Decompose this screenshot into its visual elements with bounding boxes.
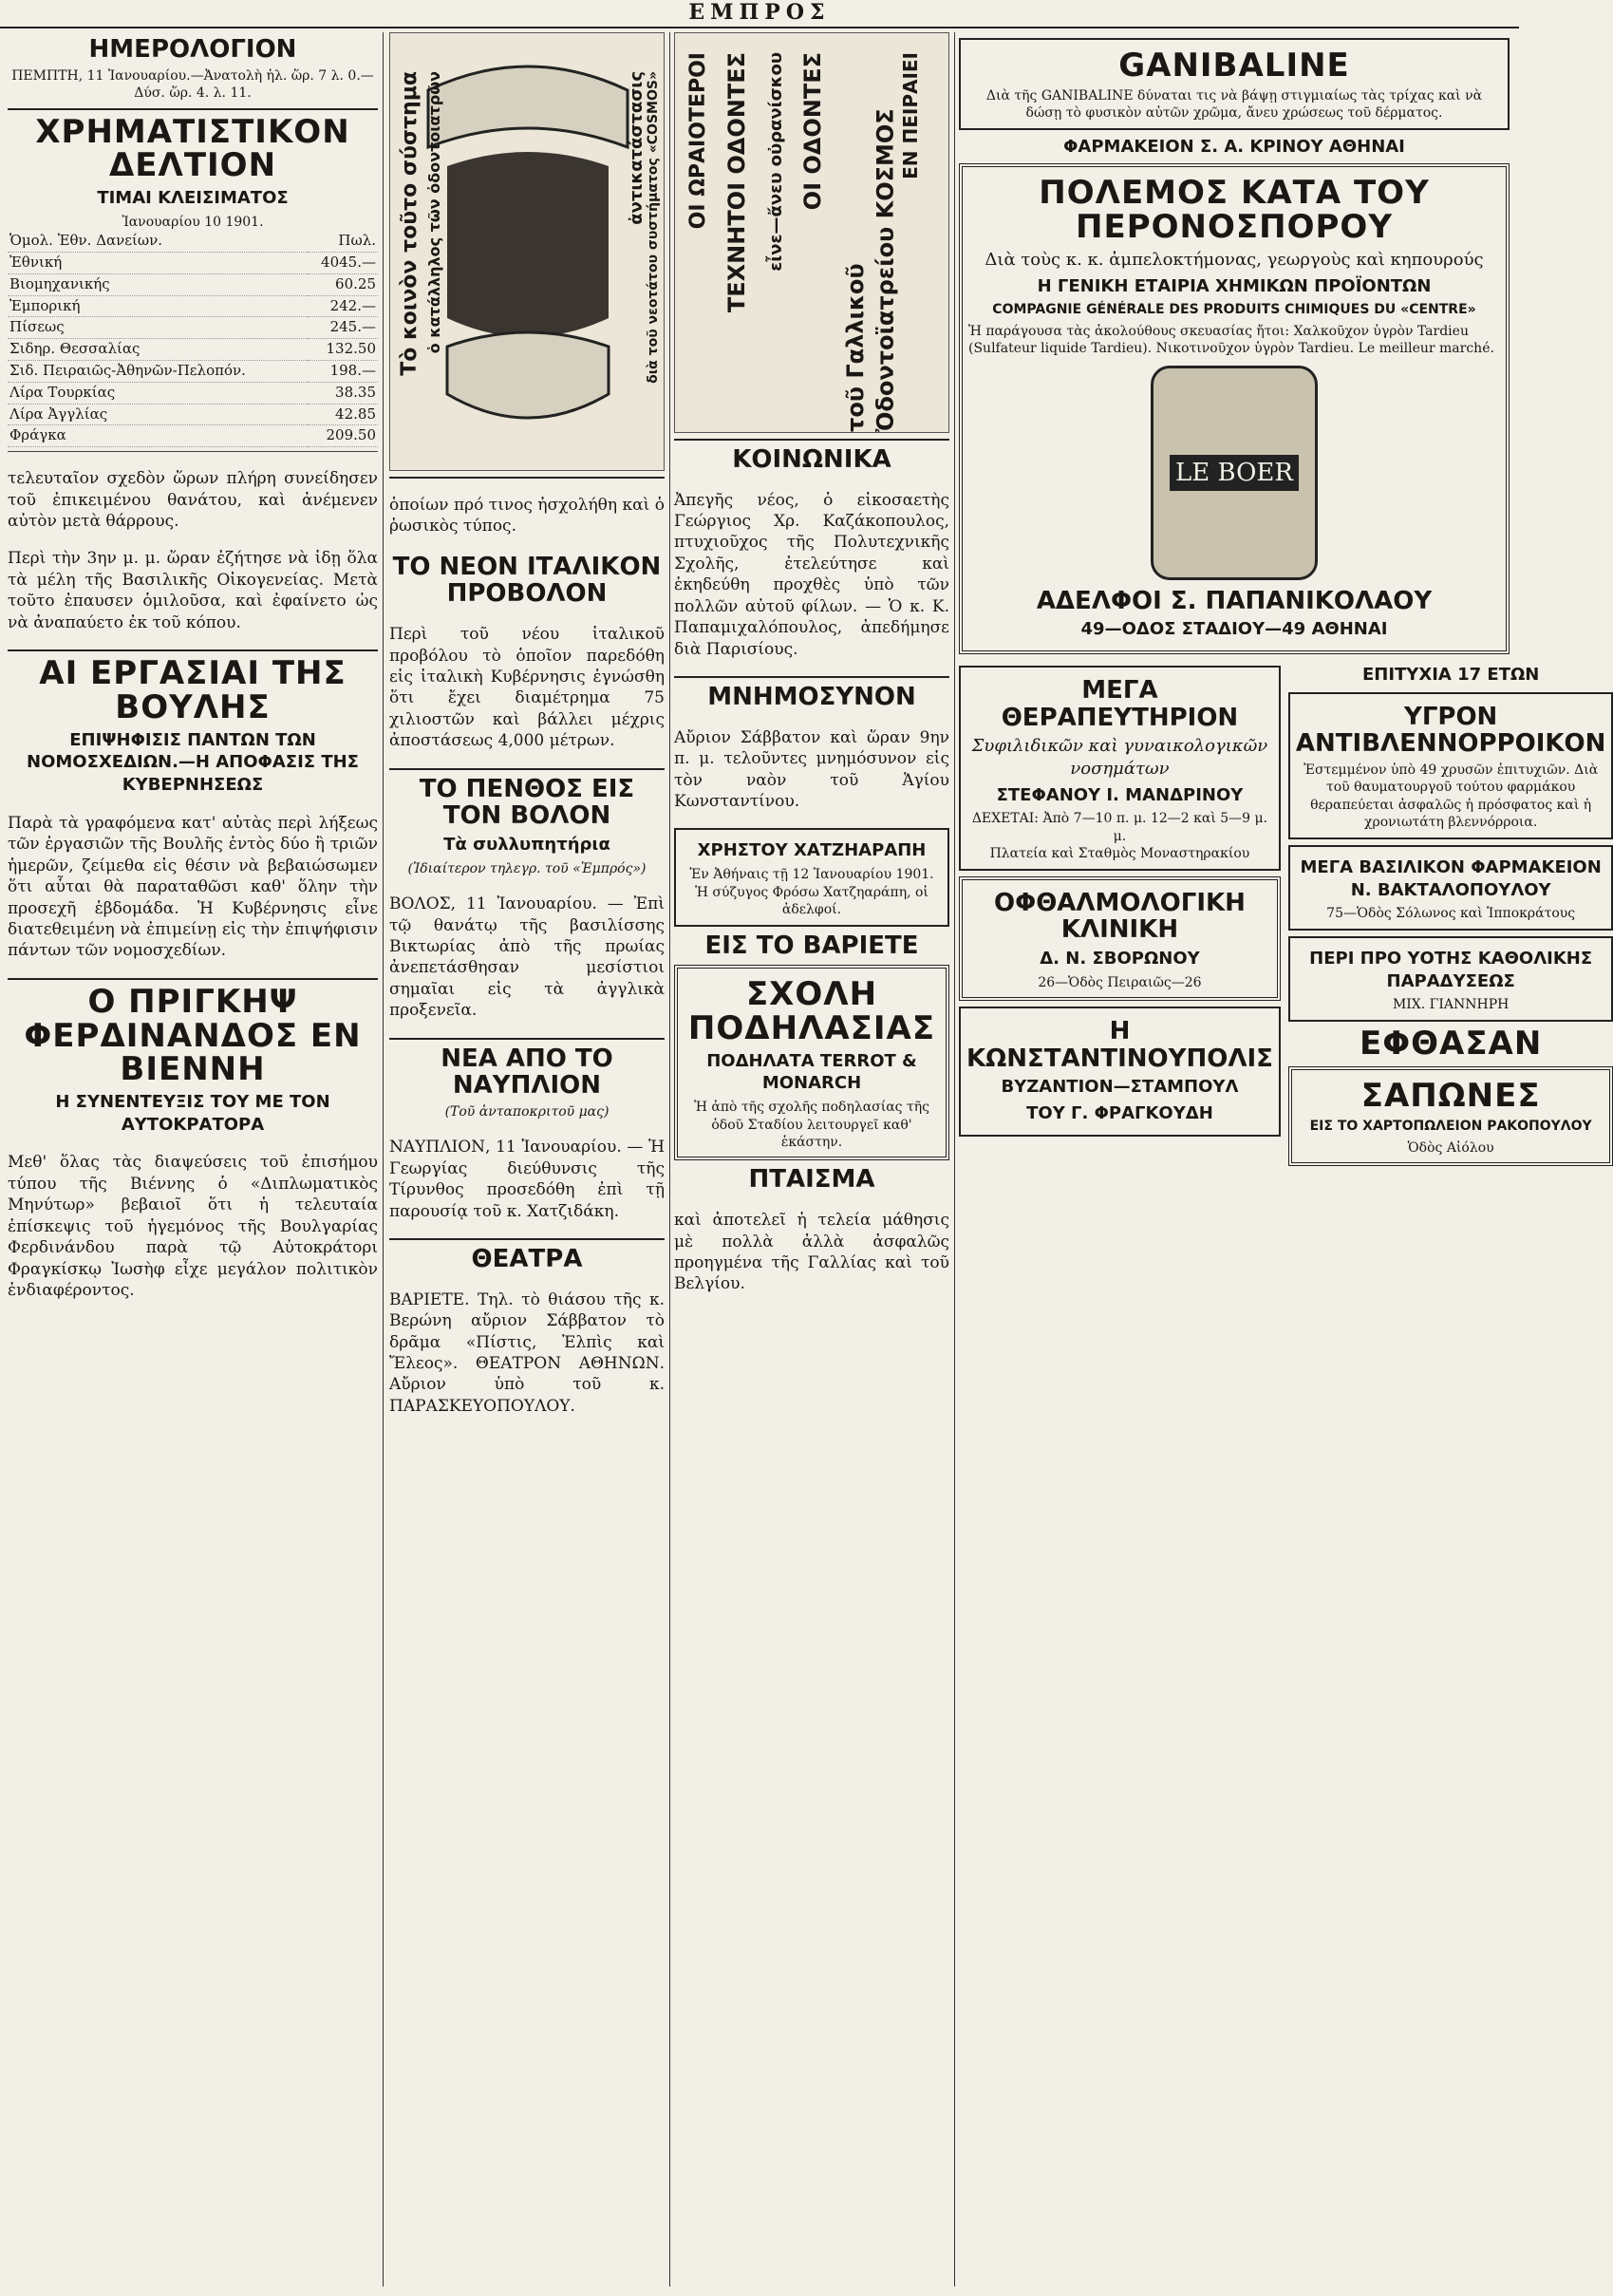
- war-title: ΠΟΛΕΜΟΣ ΚΑΤΑ ΤΟΥ ΠΕΡΟΝΟΣΠΟΡΟΥ: [1039, 174, 1430, 247]
- ptaisma-text: καὶ ἀποτελεῖ ἡ τελεία μάθησις μὲ πολλὰ ἀλλὰ ἀσφαλῶς προηγμένα τῆς Γαλλίας καὶ τοῦ Βελγίου.: [674, 1211, 949, 1294]
- calendar-text: ΠΕΜΠΤΗ, 11 Ἰανουαρίου.—Ἀνατολὴ ἡλ. ὥρ. 7 λ. 0.—Δύσ. ὥρ. 4. λ. 11.: [11, 67, 374, 102]
- table-cell: Ἐμπορική: [8, 295, 308, 317]
- const-title: Η ΚΩΝΣΤΑΝΤΙΝΟΥΠΟΛΙΣ: [966, 1017, 1273, 1073]
- table-row: [8, 425, 378, 447]
- war-company: Η ΓΕΝΙΚΗ ΕΤΑΙΡΙΑ ΧΗΜΙΚΩΝ ΠΡΟΪΟΝΤΩΝ: [1037, 275, 1432, 296]
- table-cell: Πίσεως: [8, 317, 308, 339]
- table-cell: 38.35: [308, 382, 378, 404]
- mourning-subtitle: Τὰ συλλυπητήρια: [443, 834, 610, 855]
- theatre-title: ΘΕΑΤΡΑ: [471, 1245, 583, 1274]
- financial-subtitle: ΤΙΜΑΙ ΚΛΕΙΣΙΜΑΤΟΣ: [97, 187, 289, 208]
- table-row: [8, 295, 378, 317]
- soap-title: ΣΑΠΩΝΕΣ: [1360, 1077, 1541, 1116]
- prince-title: Ο ΠΡΙΓΚΗΨ ΦΕΡΔΙΝΑΝΔΟΣ ΕΝ ΒΙΕΝΝΗ: [24, 982, 362, 1089]
- social-title: ΚΟΙΝΩΝΙΚΑ: [732, 445, 891, 474]
- table-cell: 209.50: [308, 425, 378, 447]
- ad-vertical-text: ΟΙ ΩΡΑΙΟΤΕΡΟΙ: [686, 52, 710, 230]
- school-text: Ἡ ἀπὸ τῆς σχολῆς ποδηλασίας τῆς ὁδοῦ Σταδίου λειτουργεῖ καθ' ἑκάστην.: [694, 1100, 929, 1150]
- soap-subtitle: ΕΙΣ ΤΟ ΧΑΡΤΟΠΩΛΕΙΟΝ ΡΑΚΟΠΟΥΛΟΥ: [1309, 1119, 1592, 1135]
- article-text: τελευταῖον σχεδὸν ὥρων πλήρη συνείδησεν τοῦ ἐπικειμένου θανάτου, καὶ ἀνέμενεν αὐτὸν μετὰ θάρρους.: [8, 469, 378, 531]
- table-cell: Βιομηχανικής: [8, 273, 308, 295]
- boule-title: ΑΙ ΕΡΓΑΣΙΑΙ ΤΗΣ ΒΟΥΛΗΣ: [39, 654, 347, 726]
- vaktalopoulos-name: ΜΕΓΑ ΒΑΣΙΛΙΚΟΝ ΦΑΡΜΑΚΕΙΟΝ Ν. ΒΑΚΤΑΛΟΠΟΥΛΟΥ: [1300, 856, 1602, 900]
- war-text: Ἡ παράγουσα τὰς ἀκολούθους σκευασίας ἤτοι: Χαλκοῦχον ὑγρὸν Tardieu (Sulfateur liquide Tardieu). Νικοτινοῦχον ὑγρὸν Tardieu. Le meilleur marché.: [968, 323, 1494, 357]
- ad-vertical-text: διὰ τοῦ νεοτάτου συστήματος «COSMOS»: [646, 71, 661, 384]
- column-4: [959, 32, 1606, 2287]
- peronospora-advertisement: [959, 163, 1510, 654]
- ad-vertical-text: τοῦ Γαλλικοῦ Ὀδοντοϊατρείου ΚΟΣΜΟΣ: [842, 108, 899, 432]
- soap-advertisement: [1288, 1066, 1613, 1166]
- clinic-address: Πλατεία καὶ Σταθμὸς Μοναστηρακίου: [989, 846, 1250, 862]
- ganibaline-advertisement: [959, 38, 1510, 130]
- eye-doctor: Δ. Ν. ΣΒΟΡΩΝΟΥ: [1040, 949, 1200, 969]
- table-row: [8, 252, 378, 273]
- table-row: [8, 339, 378, 361]
- memorial-title: ΜΝΗΜΟΣΥΝΟΝ: [707, 683, 916, 712]
- eye-clinic-advertisement: [959, 876, 1281, 1001]
- war-subtitle: Διὰ τοὺς κ. κ. ἀμπελοκτήμονας, γεωργοὺς καὶ κηπουρούς: [985, 249, 1484, 270]
- table-cell: 132.50: [308, 339, 378, 361]
- table-cell: Σιδ. Πειραιῶς-Ἀθηνῶν-Πελοπόν.: [8, 360, 308, 382]
- financial-title: ΧΡΗΜΑΤΙΣΤΙΚΟΝ ΔΕΛΤΙΟΝ: [35, 112, 350, 185]
- table-cell: Λίρα Ἀγγλίας: [8, 404, 308, 425]
- boer-label: LE BOER: [1170, 455, 1299, 491]
- article-text: Περὶ τὴν 3ην μ. μ. ὥραν ἐζήτησε νὰ ἰδῃ ὅλα τὰ μέλη τῆς Βασιλικῆς Οἰκογενείας. Μετὰ τοῦτο ἐπαυσεν ὁμιλοῦσα, καὶ ἐφαίνετο ὡς νὰ ἀναπαύετο ἐκ τοῦ κόπου.: [8, 549, 378, 632]
- ad-vertical-text: ΟΙ ΟΔΟΝΤΕΣ: [799, 52, 826, 211]
- const-author: ΤΟΥ Γ. ΦΡΑΓΚΟΥΔΗ: [1026, 1103, 1213, 1124]
- clinic-hours: ΔΕΧΕΤΑΙ: Ἀπὸ 7—10 π. μ. 12—2 καὶ 5—9 μ. μ.: [971, 811, 1268, 844]
- memorial-text: Αὔριον Σάββατον καὶ ὥραν 9ην π. μ. τελοῦντες μνημόσυνον εἰς τὸν ναὸν τοῦ Ἁγίου Κωνσταντίνου.: [674, 727, 949, 811]
- table-cell: 42.85: [308, 404, 378, 425]
- table-row: [8, 273, 378, 295]
- school-title: ΣΧΟΛΗ ΠΟΔΗΛΑΣΙΑΣ: [687, 975, 936, 1047]
- nauplion-title: ΝΕΑ ΑΠΟ ΤΟ ΝΑΥΠΛΙΟΝ: [441, 1044, 613, 1101]
- column-1: [8, 32, 378, 2287]
- mourning-text: ΒΟΛΟΣ, 11 Ἰανουαρίου. — Ἐπὶ τῷ θανάτῳ τῆς βασιλίσσης Βικτωρίας ἀπὸ τῆς πρωίας ἀνεπετάσθησαν μεσίστιοι σημαῖαι εἰς τὰ ἀγγλικὰ προξενεῖα.: [389, 894, 665, 1021]
- left-subcolumn: [959, 660, 1281, 1172]
- death-name: ΧΡΗΣΤΟΥ ΧΑΤΖΗΑΡΑΠΗ: [697, 840, 927, 861]
- death-notice: [674, 828, 949, 926]
- papanikolaou-address: 49—ΟΔΟΣ ΣΤΑΔΙΟΥ—49 ΑΘΗΝΑΙ: [1080, 619, 1388, 640]
- table-cell: Φράγκα: [8, 425, 308, 447]
- column-3: [674, 32, 949, 2287]
- boule-subtitle: ΕΠΙΨΗΦΙΣΙΣ ΠΑΝΤΩΝ ΤΩΝ ΝΟΜΟΣΧΕΔΙΩΝ.—Η ΑΠΟΦΑΣΙΣ ΤΗΣ ΚΥΒΕΡΝΗΣΕΩΣ: [27, 729, 359, 796]
- war-french: COMPAGNIE GÉNÉRALE DES PRODUITS CHIMIQUES DU «CENTRE»: [992, 302, 1476, 318]
- mourning-title: ΤΟ ΠΕΝΘΟΣ ΕΙΣ ΤΟΝ ΒΟΛΟΝ: [419, 774, 635, 831]
- clinic-subtitle: Συφιλιδικῶν καὶ γυναικολογικῶν νοσημάτων: [971, 736, 1268, 779]
- theatre-text: ΒΑΡΙΕΤΕ. Τηλ. τὸ θιάσου τῆς κ. Βερώνη αὔριον Σάββατον τὸ δρᾶμα «Πίστις, Ἐλπὶς καὶ Ἔλεος». ΘΕΑΤΡΟΝ ΑΘΗΝΩΝ. Αὔριον ὑπὸ τοῦ κ. ΠΑΡΑΣΚΕΥΟΠΟΥΛΟΥ.: [389, 1289, 665, 1416]
- sprayer-illustration: [1151, 366, 1318, 580]
- paradise-advertisement: [1288, 936, 1613, 1022]
- social-text: Ἀπεγῆς νέος, ὁ εἰκοσαετὴς Γεώργιος Χρ. Καζάκοπουλος, πτυχιοῦχος τῆς Πολυτεχνικῆς Σχολῆς, ἐτελεύτησε καὶ ἐκηδεύθη προχθὲς ὑπὸ τῶν πολλῶν αὐτοῦ φίλων. — Ὁ κ. Κ. Παπαμιχαλόπουλος, ἀπεδήμησε διὰ Παρισίους.: [674, 490, 949, 659]
- liquid-title: ΥΓΡΟΝ ΑΝΤΙΒΛΕΝΝΟΡΡΟΙΚΟΝ: [1295, 702, 1606, 759]
- paradise-title: ΠΕΡΙ ΠΡΟ ΥΟΤΗΣ ΚΑΘΟΛΙΚΗΣ ΠΑΡΑΔΥΣΕΩΣ: [1309, 948, 1593, 991]
- financial-table: [8, 231, 378, 447]
- prince-text: Μεθ' ὅλας τὰς διαψεύσεις τοῦ ἐπισήμου τύπου τῆς Βιέννης ὁ «Διπλωματικὸς Μηνύτωρ» βεβαιοῖ ὅτι ἡ τελευταία ἐπίσκεψις τοῦ ἡγεμόνος τῆς Βουλγαρίας Φερδινάνδου παρὰ τῷ Αὐτοκράτορι Φραγκίσκῳ Ἰωσὴφ εἶχε μεγάλον πολιτικὸν ἐνδιαφέροντος.: [8, 1153, 378, 1301]
- variete-title: ΕΙΣ ΤΟ ΒΑΡΙΕΤΕ: [704, 931, 919, 960]
- column-divider: [669, 32, 670, 2287]
- pharmacy-advertisement: [1288, 845, 1613, 931]
- column-2: [389, 32, 665, 2287]
- table-row: [8, 317, 378, 339]
- right-subcolumn: [1288, 660, 1613, 1172]
- ad-vertical-text: ΕΝ ΠΕΙΡΑΙΕΙ: [899, 52, 922, 179]
- papanikolaou-name: ΑΔΕΛΦΟΙ Σ. ΠΑΠΑΝΙΚΟΛΑΟΥ: [1036, 586, 1433, 615]
- school-subtitle: ΠΟΔΗΛΑΤΑ TERROT & MONARCH: [706, 1050, 917, 1094]
- table-cell: Λίρα Τουρκίας: [8, 382, 308, 404]
- table-row: [8, 360, 378, 382]
- ship-title: ΤΟ ΝΕΟΝ ΙΤΑΛΙΚΟΝ ΠΡΟΒΟΛΟΝ: [392, 552, 662, 609]
- success-label: ΕΠΙΤΥΧΙΑ 17 ΕΤΩΝ: [1361, 665, 1540, 685]
- column-divider: [954, 32, 955, 2287]
- dental-advertisement: [389, 32, 665, 471]
- table-header: [8, 231, 378, 252]
- ad-vertical-text: Τὸ κοινὸν τοῦτο σύστημα: [398, 71, 422, 376]
- liquid-text: Ἐστεμμένον ὑπὸ 49 χρυσῶν ἐπιτυχιῶν. Διὰ τοῦ θαυματουργοῦ τούτου φαρμάκου θεραπεύεται ἀσφαλῶς ἡ πρόσφατος καὶ ἡ χρονιωτάτη βλεννόρροια.: [1304, 762, 1599, 831]
- table-cell: 242.—: [308, 295, 378, 317]
- eye-address: 26—Ὁδὸς Πειραιῶς—26: [1038, 974, 1202, 990]
- death-text: Ἐν Ἀθήναις τῇ 12 Ἰανουαρίου 1901. Ἡ σύζυγος Φρόσω Χατζηαράπη, οἱ ἀδελφοί.: [689, 867, 934, 918]
- vaktalopoulos-address: 75—Ὁδὸς Σόλωνος καὶ Ἱπποκράτους: [1326, 906, 1576, 922]
- prince-subtitle: Η ΣΥΝΕΝΤΕΥΞΙΣ ΤΟΥ ΜΕ ΤΟΝ ΑΥΤΟΚΡΑΤΟΡΑ: [55, 1091, 330, 1135]
- constantinople-advertisement: [959, 1007, 1281, 1137]
- school-advertisement: [674, 965, 949, 1160]
- soap-address: Ὁδὸς Αἰόλου: [1407, 1139, 1494, 1156]
- table-cell: 60.25: [308, 273, 378, 295]
- table-cell: Ἐθνική: [8, 252, 308, 273]
- table-row: [8, 382, 378, 404]
- ganibaline-text: Διὰ τῆς GANIBALINE δύναται τις νὰ βάψῃ στιγμιαίως τὰς τρίχας καὶ νὰ δώσῃ τὸ φυσικὸν αὐτῶν χρῶμα, ἄνευ χρώσεως τοῦ δέρματος.: [985, 87, 1483, 122]
- ad-vertical-text: ὁ κατάλληλος τῶν ὀδοντοιατρῶν: [425, 71, 443, 354]
- clinic-doctor: ΣΤΕΦΑΝΟΥ Ι. ΜΑΝΔΡΙΝΟΥ: [996, 784, 1244, 805]
- table-cell: Σιδηρ. Θεσσαλίας: [8, 339, 308, 361]
- calendar-title: ΗΜΕΡΟΛΟΓΙΟΝ: [88, 35, 297, 64]
- masthead-title: ΕΜΠΡΟΣ: [688, 0, 831, 25]
- article-text: ὁποίων πρό τινος ἠσχολήθη καὶ ὁ ῥωσικὸς τύπος.: [389, 496, 665, 536]
- pharmacy-header: ΦΑΡΜΑΚΕΙΟΝ Σ. Α. ΚΡΙΝΟΥ ΑΘΗΝΑΙ: [1063, 136, 1405, 157]
- clinic-title: ΜΕΓΑ ΘΕΡΑΠΕΥΤΗΡΙΟΝ: [1001, 676, 1239, 732]
- table-cell: 245.—: [308, 317, 378, 339]
- table-header-cell: Ὁμολ. Ἐθν. Δανείων.: [8, 231, 308, 252]
- nauplion-credit: (Τοῦ ἀνταποκριτοῦ μας): [444, 1103, 610, 1120]
- const-subtitle: ΒΥΖΑΝΤΙΟΝ—ΣΤΑΜΠΟΥΛ: [1001, 1077, 1239, 1098]
- column-divider: [383, 32, 384, 2287]
- liquid-advertisement: [1288, 692, 1613, 839]
- ptaisma-title: ΠΤΑΙΣΜΑ: [748, 1165, 875, 1195]
- ship-text: Περὶ τοῦ νέου ἰταλικοῦ προβόλου τὸ ὁποῖον παρεδόθη εἰς ἰταλικὴ Κυβέρνησις ἐγνώσθη ὅτι ἔχει διαμέτρημα 75 χιλιοστῶν καὶ βάλλει μέχρις ἀποστάσεως 4,000 μέτρων.: [389, 625, 665, 751]
- masthead: [0, 0, 1519, 28]
- eye-title: ΟΦΘΑΛΜΟΛΟΓΙΚΗ ΚΛΙΝΙΚΗ: [994, 888, 1246, 945]
- ad-vertical-text: ἀντικατάστασις: [627, 71, 647, 225]
- table-header-cell: Πωλ.: [308, 231, 378, 252]
- clinic-advertisement: [959, 666, 1281, 871]
- kosmos-advertisement: [674, 32, 949, 433]
- ganibaline-title: GANIBALINE: [1118, 47, 1350, 85]
- mourning-credit: (Ἰδιαίτερον τηλεγρ. τοῦ «Ἐμπρός»): [407, 860, 647, 876]
- table-row: [8, 404, 378, 425]
- ad-vertical-text: ΤΕΧΝΗΤΟΙ ΟΔΟΝΤΕΣ: [723, 52, 750, 313]
- arrived-title: ΕΦΘΑΣΑΝ: [1359, 1024, 1543, 1063]
- nauplion-text: ΝΑΥΠΛΙΟΝ, 11 Ἰανουαρίου. — Ἡ Γεωργίας διεύθυνσις τῆς Τίρυνθος προσεδόθη ἐπὶ τῇ παρουσίᾳ τοῦ κ. Χατζιδάκη.: [389, 1138, 665, 1221]
- ad-vertical-text: εἶνε—ἄνευ οὐρανίσκου: [766, 52, 786, 272]
- paradise-author: ΜΙΧ. ΓΙΑΝΝΗΡΗ: [1392, 997, 1510, 1013]
- boule-text: Παρὰ τὰ γραφόμενα κατ' αὐτὰς περὶ λήξεως τῶν ἐργασιῶν τῆς Βουλῆς ἐντὸς δύο ἢ τριῶν ἡμερῶν, ζείμεθα εἰς θέσιν νὰ βεβαιώσωμεν ὅτι αὗται θὰ παραταθῶσι καθ' ὅλην τὴν προσεχῆ ἑβδομάδα. Ἡ Κυβέρνησις εἶνε διατεθειμένη νὰ ἐπιμείνῃ εἰς τὴν ἐπιψήφισιν πάντων τῶν νομοσχεδίων.: [8, 813, 378, 961]
- table-cell: 198.—: [308, 360, 378, 382]
- financial-date: Ἰανουαρίου 10 1901.: [122, 214, 264, 230]
- table-cell: 4045.—: [308, 252, 378, 273]
